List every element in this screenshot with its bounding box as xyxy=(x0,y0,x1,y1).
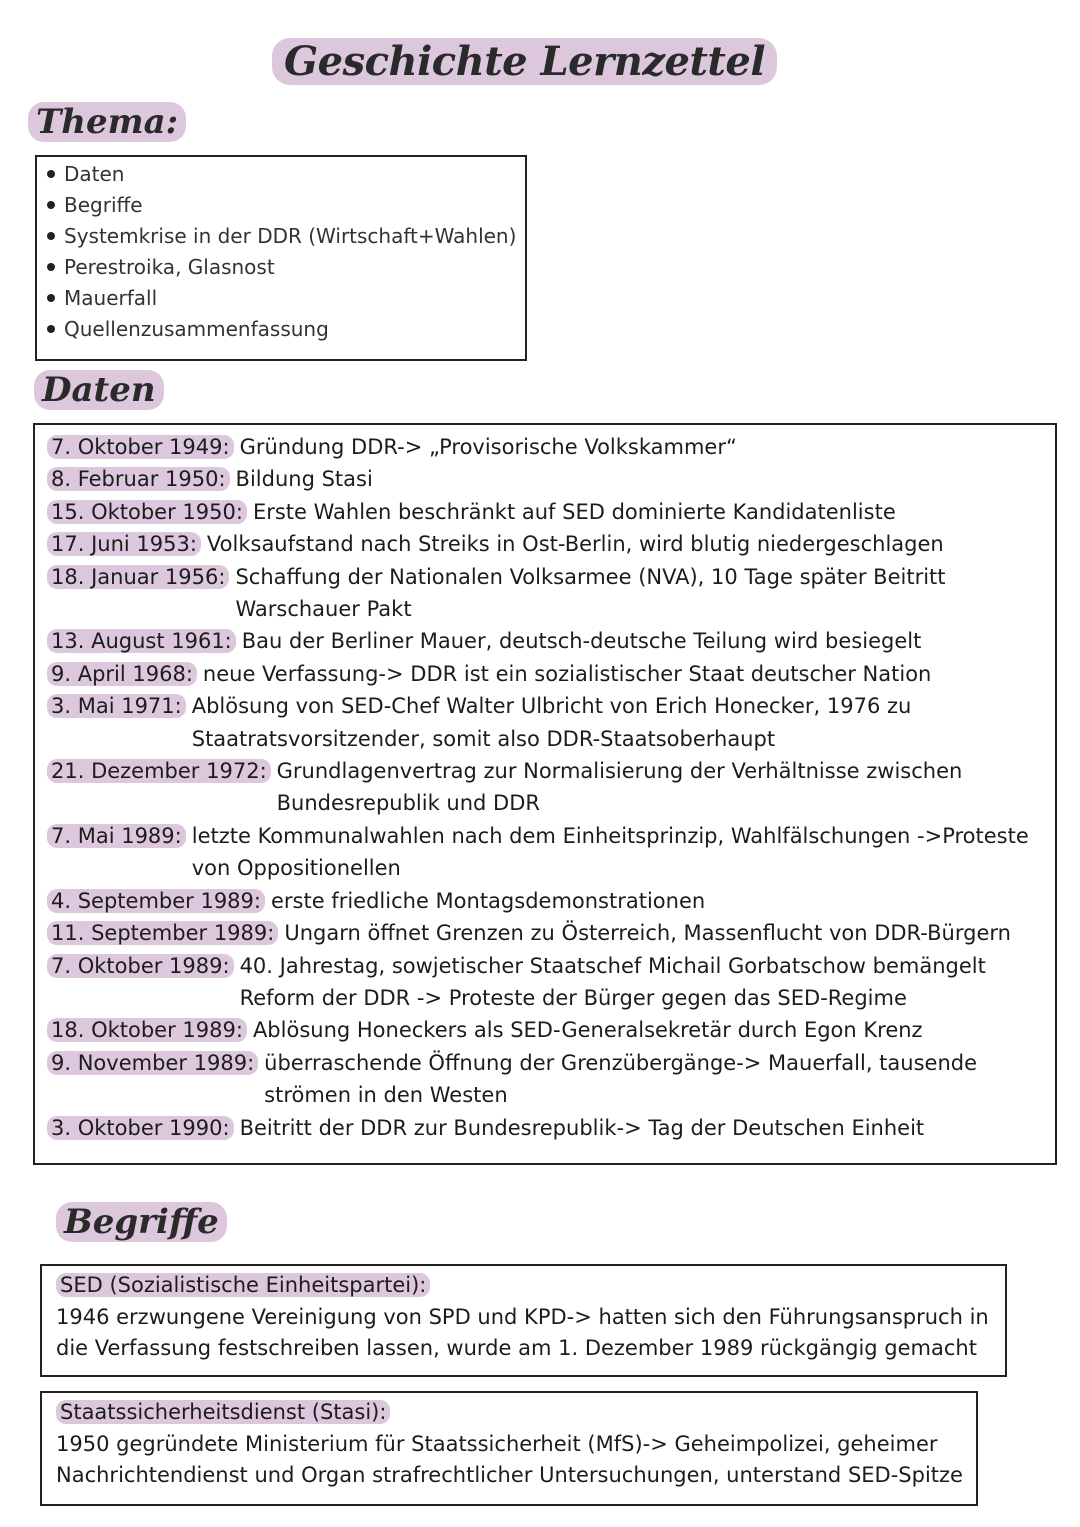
date-label: 21. Dezember 1972: xyxy=(47,759,271,783)
date-label: 7. Oktober 1989: xyxy=(47,954,234,978)
date-entry xyxy=(47,690,1055,755)
date-label: 13. August 1961: xyxy=(47,629,236,653)
bullet-icon xyxy=(47,170,55,178)
date-text: Ablösung von SED-Chef Walter Ulbricht von Erich Honecker, 1976 zu Staatratsvorsitzender, somit also DDR-Staatsoberhaupt xyxy=(191,694,912,751)
topic-item-text: Perestroika, Glasnost xyxy=(64,255,275,279)
date-label: 9. April 1968: xyxy=(47,662,197,686)
date-label: 11. September 1989: xyxy=(47,921,278,945)
date-entry xyxy=(47,463,1055,495)
date-label: 8. Februar 1950: xyxy=(47,467,230,491)
topic-item xyxy=(47,252,525,283)
page-title-text: Geschichte Lernzettel xyxy=(272,38,777,85)
topic-item-text: Systemkrise in der DDR (Wirtschaft+Wahlen) xyxy=(64,224,517,248)
date-text: Ungarn öffnet Grenzen zu Österreich, Massenflucht von DDR-Bürgern xyxy=(284,921,1011,946)
term-text-stasi: 1950 gegründete Ministerium für Staatssicherheit (MfS)-> Geheimpolizei, geheimer Nachrichtendienst und Organ strafrechtlicher Untersuchungen, unterstand SED-Spitze xyxy=(56,1432,963,1487)
date-text: letzte Kommunalwahlen nach dem Einheitsprinzip, Wahlfälschungen ->Proteste von Oppositionellen xyxy=(191,823,1029,881)
date-text: Bildung Stasi xyxy=(235,467,373,492)
date-entry xyxy=(47,625,1055,657)
topic-item-text: Quellenzusammenfassung xyxy=(64,317,329,341)
date-entry xyxy=(47,496,1055,528)
dates-heading xyxy=(34,368,164,412)
date-entry xyxy=(47,885,1055,917)
topic-heading-text: Thema: xyxy=(28,102,186,142)
topic-item xyxy=(47,190,525,221)
term-label-stasi: Staatssicherheitsdienst (Stasi): xyxy=(56,1400,390,1424)
date-text: Beitritt der DDR zur Bundesrepublik-> Tag der Deutschen Einheit xyxy=(239,1115,925,1140)
date-text: 40. Jahrestag, sowjetischer Staatschef Michail Gorbatschow bemängelt Reform der DDR -> Proteste der Bürger gegen das SED-Regime xyxy=(239,953,986,1010)
date-entry xyxy=(47,1047,1055,1112)
date-text: überraschende Öffnung der Grenzübergänge-> Mauerfall, tausende strömen in den Westen xyxy=(264,1050,978,1108)
dates-heading-text: Daten xyxy=(34,370,164,410)
date-label: 3. Mai 1971: xyxy=(47,694,186,718)
date-entry xyxy=(47,561,1055,626)
date-label: 17. Juni 1953: xyxy=(47,532,201,556)
topic-item-text: Daten xyxy=(64,162,125,186)
date-entry xyxy=(47,950,1055,1015)
date-label: 7. Mai 1989: xyxy=(47,824,186,848)
topic-item xyxy=(47,159,525,190)
date-label: 3. Oktober 1990: xyxy=(47,1116,234,1140)
date-text: Bau der Berliner Mauer, deutsch-deutsche Teilung wird besiegelt xyxy=(241,629,922,654)
date-entry xyxy=(47,1112,1055,1144)
date-entry xyxy=(47,658,1055,690)
dates-box xyxy=(33,423,1057,1165)
bullet-icon xyxy=(47,263,55,271)
topic-item xyxy=(47,221,525,252)
bullet-icon xyxy=(47,325,55,333)
date-entry xyxy=(47,917,1055,949)
topic-item xyxy=(47,283,525,314)
term-label-sed: SED (Sozialistische Einheitspartei): xyxy=(56,1273,430,1297)
date-text: Schaffung der Nationalen Volksarmee (NVA), 10 Tage später Beitritt Warschauer Pakt xyxy=(235,564,946,622)
date-text: Volksaufstand nach Streiks in Ost-Berlin, wird blutig niedergeschlagen xyxy=(206,532,944,557)
term-text-sed: 1946 erzwungene Vereinigung von SPD und KPD-> hatten sich den Führungsanspruch in die Verfassung festschreiben lassen, wurde am 1. Dezember 1989 rückgängig gemacht xyxy=(56,1305,989,1360)
date-label: 9. November 1989: xyxy=(47,1051,258,1075)
date-entry xyxy=(47,755,1055,820)
topic-item xyxy=(47,314,525,345)
terms-heading xyxy=(56,1200,227,1244)
date-text: neue Verfassung-> DDR ist ein sozialistischer Staat deutscher Nation xyxy=(202,661,932,686)
bullet-icon xyxy=(47,201,55,209)
date-entry xyxy=(47,1014,1055,1046)
bullet-icon xyxy=(47,294,55,302)
topic-list xyxy=(47,159,525,345)
topic-list-box xyxy=(35,155,527,361)
date-label: 15. Oktober 1950: xyxy=(47,500,247,524)
term-box-stasi xyxy=(40,1391,978,1506)
date-text: Ablösung Honeckers als SED-Generalsekretär durch Egon Krenz xyxy=(252,1018,923,1043)
date-label: 4. September 1989: xyxy=(47,889,265,913)
terms-heading-text: Begriffe xyxy=(56,1202,227,1242)
topic-heading xyxy=(28,100,186,144)
date-entry xyxy=(47,528,1055,560)
bullet-icon xyxy=(47,232,55,240)
date-label: 18. Januar 1956: xyxy=(47,565,229,589)
date-entry xyxy=(47,820,1055,885)
date-text: erste friedliche Montagsdemonstrationen xyxy=(270,888,706,913)
term-box-sed xyxy=(40,1264,1007,1377)
topic-item-text: Begriffe xyxy=(64,193,143,217)
date-text: Erste Wahlen beschränkt auf SED dominierte Kandidatenliste xyxy=(252,499,896,524)
date-text: Gründung DDR-> „Provisorische Volkskammer“ xyxy=(239,435,737,459)
page-title xyxy=(272,36,777,88)
date-text: Grundlagenvertrag zur Normalisierung der Verhältnisse zwischen Bundesrepublik und DDR xyxy=(276,759,963,816)
date-entry xyxy=(47,431,1055,463)
date-label: 7. Oktober 1949: xyxy=(47,435,234,459)
topic-item-text: Mauerfall xyxy=(64,286,158,310)
date-label: 18. Oktober 1989: xyxy=(47,1018,247,1042)
